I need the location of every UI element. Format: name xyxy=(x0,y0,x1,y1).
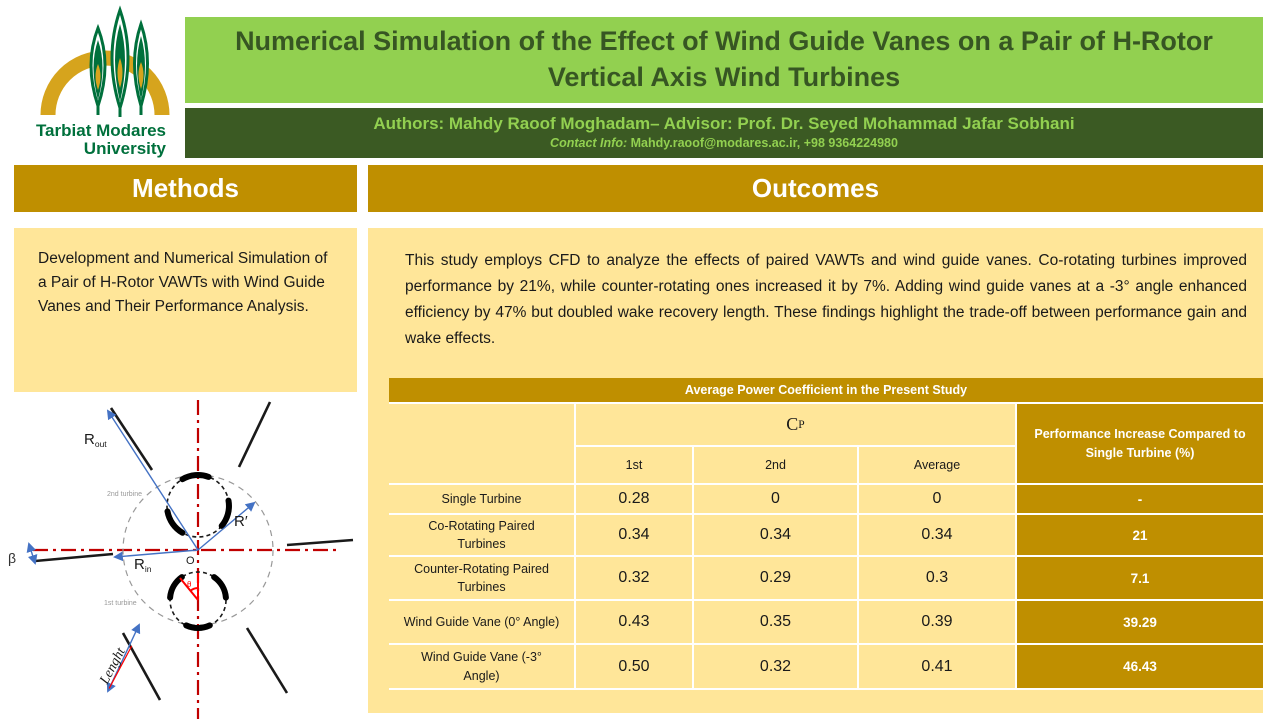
table-corner-cell xyxy=(389,404,576,485)
contact-label: Contact Info: xyxy=(550,135,628,150)
poster-title-banner xyxy=(185,17,1263,103)
cell-value: 0.41 xyxy=(859,645,1017,690)
r-prime-label: R′ xyxy=(234,513,248,530)
cell-performance: 46.43 xyxy=(1017,645,1263,690)
cell-value: 0.43 xyxy=(576,601,694,645)
row-label: Co-Rotating Paired Turbines xyxy=(389,515,576,557)
beta-label: β xyxy=(8,550,17,566)
length-label-group xyxy=(96,639,132,688)
logo-text-line1: Tarbiat Modares xyxy=(35,121,166,140)
theta-label: θ xyxy=(187,580,192,589)
cell-value: 0.34 xyxy=(576,515,694,557)
cell-value: 0 xyxy=(694,485,859,515)
logo-trees-icon xyxy=(91,10,148,117)
cell-performance: 39.29 xyxy=(1017,601,1263,645)
origin-label: O xyxy=(186,555,195,567)
university-logo xyxy=(18,2,188,167)
cell-value: 0.29 xyxy=(694,557,859,601)
cell-performance: 21 xyxy=(1017,515,1263,557)
turbine-schematic-diagram xyxy=(0,392,380,720)
cell-value: 0.39 xyxy=(859,601,1017,645)
cell-value: 0.3 xyxy=(859,557,1017,601)
logo-text-line2: University xyxy=(83,139,166,158)
methods-header xyxy=(14,165,357,212)
cell-value: 0.35 xyxy=(694,601,859,645)
row-label: Wind Guide Vane (-3° Angle) xyxy=(389,645,576,690)
methods-body: Development and Numerical Simulation of a Pair of H-Rotor VAWTs with Wind Guide Vanes and Their Performance Analysis. xyxy=(38,250,328,316)
outcomes-body: This study employs CFD to analyze the effects of paired VAWTs and wind guide vanes. Co-rotating turbines improved performance by 21%, while counter-rotating ones increased it by 7%. Adding wind guide vanes at a -3° angle enhanced efficiency by 47% but doubled wake recovery length. These findings highlight the trade-off between performance gain and wake effects. xyxy=(405,252,1247,347)
second-turbine-label: 2nd turbine xyxy=(107,491,143,498)
cell-value: 0.28 xyxy=(576,485,694,515)
table-cp-header: C P xyxy=(576,404,1017,447)
results-table xyxy=(389,378,1263,690)
column-header-2nd: 2nd xyxy=(694,447,859,485)
cell-value: 0.32 xyxy=(694,645,859,690)
table-title: Average Power Coefficient in the Present Study xyxy=(389,378,1263,404)
contact-line xyxy=(550,135,898,152)
contact-value: Mahdy.raoof@modares.ac.ir, +98 9364224980 xyxy=(630,135,898,150)
table-performance-header: Performance Increase Compared to Single Turbine (%) xyxy=(1017,404,1263,485)
row-label: Single Turbine xyxy=(389,485,576,515)
outcomes-header xyxy=(368,165,1263,212)
r-in-label: $R_{in}$ xyxy=(134,556,152,574)
column-header-1st: 1st xyxy=(576,447,694,485)
poster-title: Numerical Simulation of the Effect of Wind Guide Vanes on a Pair of H-Rotor Vertical Axis Wind Turbines xyxy=(235,26,1213,92)
column-header-average: Average xyxy=(859,447,1017,485)
outcomes-heading: Outcomes xyxy=(751,173,880,203)
row-label: Wind Guide Vane (0° Angle) xyxy=(389,601,576,645)
authors-bar xyxy=(185,108,1263,158)
cell-value: 0.32 xyxy=(576,557,694,601)
cell-performance: - xyxy=(1017,485,1263,515)
cell-value: 0.34 xyxy=(694,515,859,557)
cell-value: 0.50 xyxy=(576,645,694,690)
cell-value: 0 xyxy=(859,485,1017,515)
cell-performance: 7.1 xyxy=(1017,557,1263,601)
length-label: Lenght xyxy=(97,645,129,687)
first-turbine-label: 1st turbine xyxy=(104,600,137,607)
row-label: Counter-Rotating Paired Turbines xyxy=(389,557,576,601)
cell-value: 0.34 xyxy=(859,515,1017,557)
r-out-label: $R_{out}$ xyxy=(84,431,107,449)
methods-heading: Methods xyxy=(132,173,239,203)
authors-line: Authors: Mahdy Raoof Moghadam– Advisor: Prof. Dr. Seyed Mohammad Jafar Sobhani xyxy=(373,114,1075,134)
